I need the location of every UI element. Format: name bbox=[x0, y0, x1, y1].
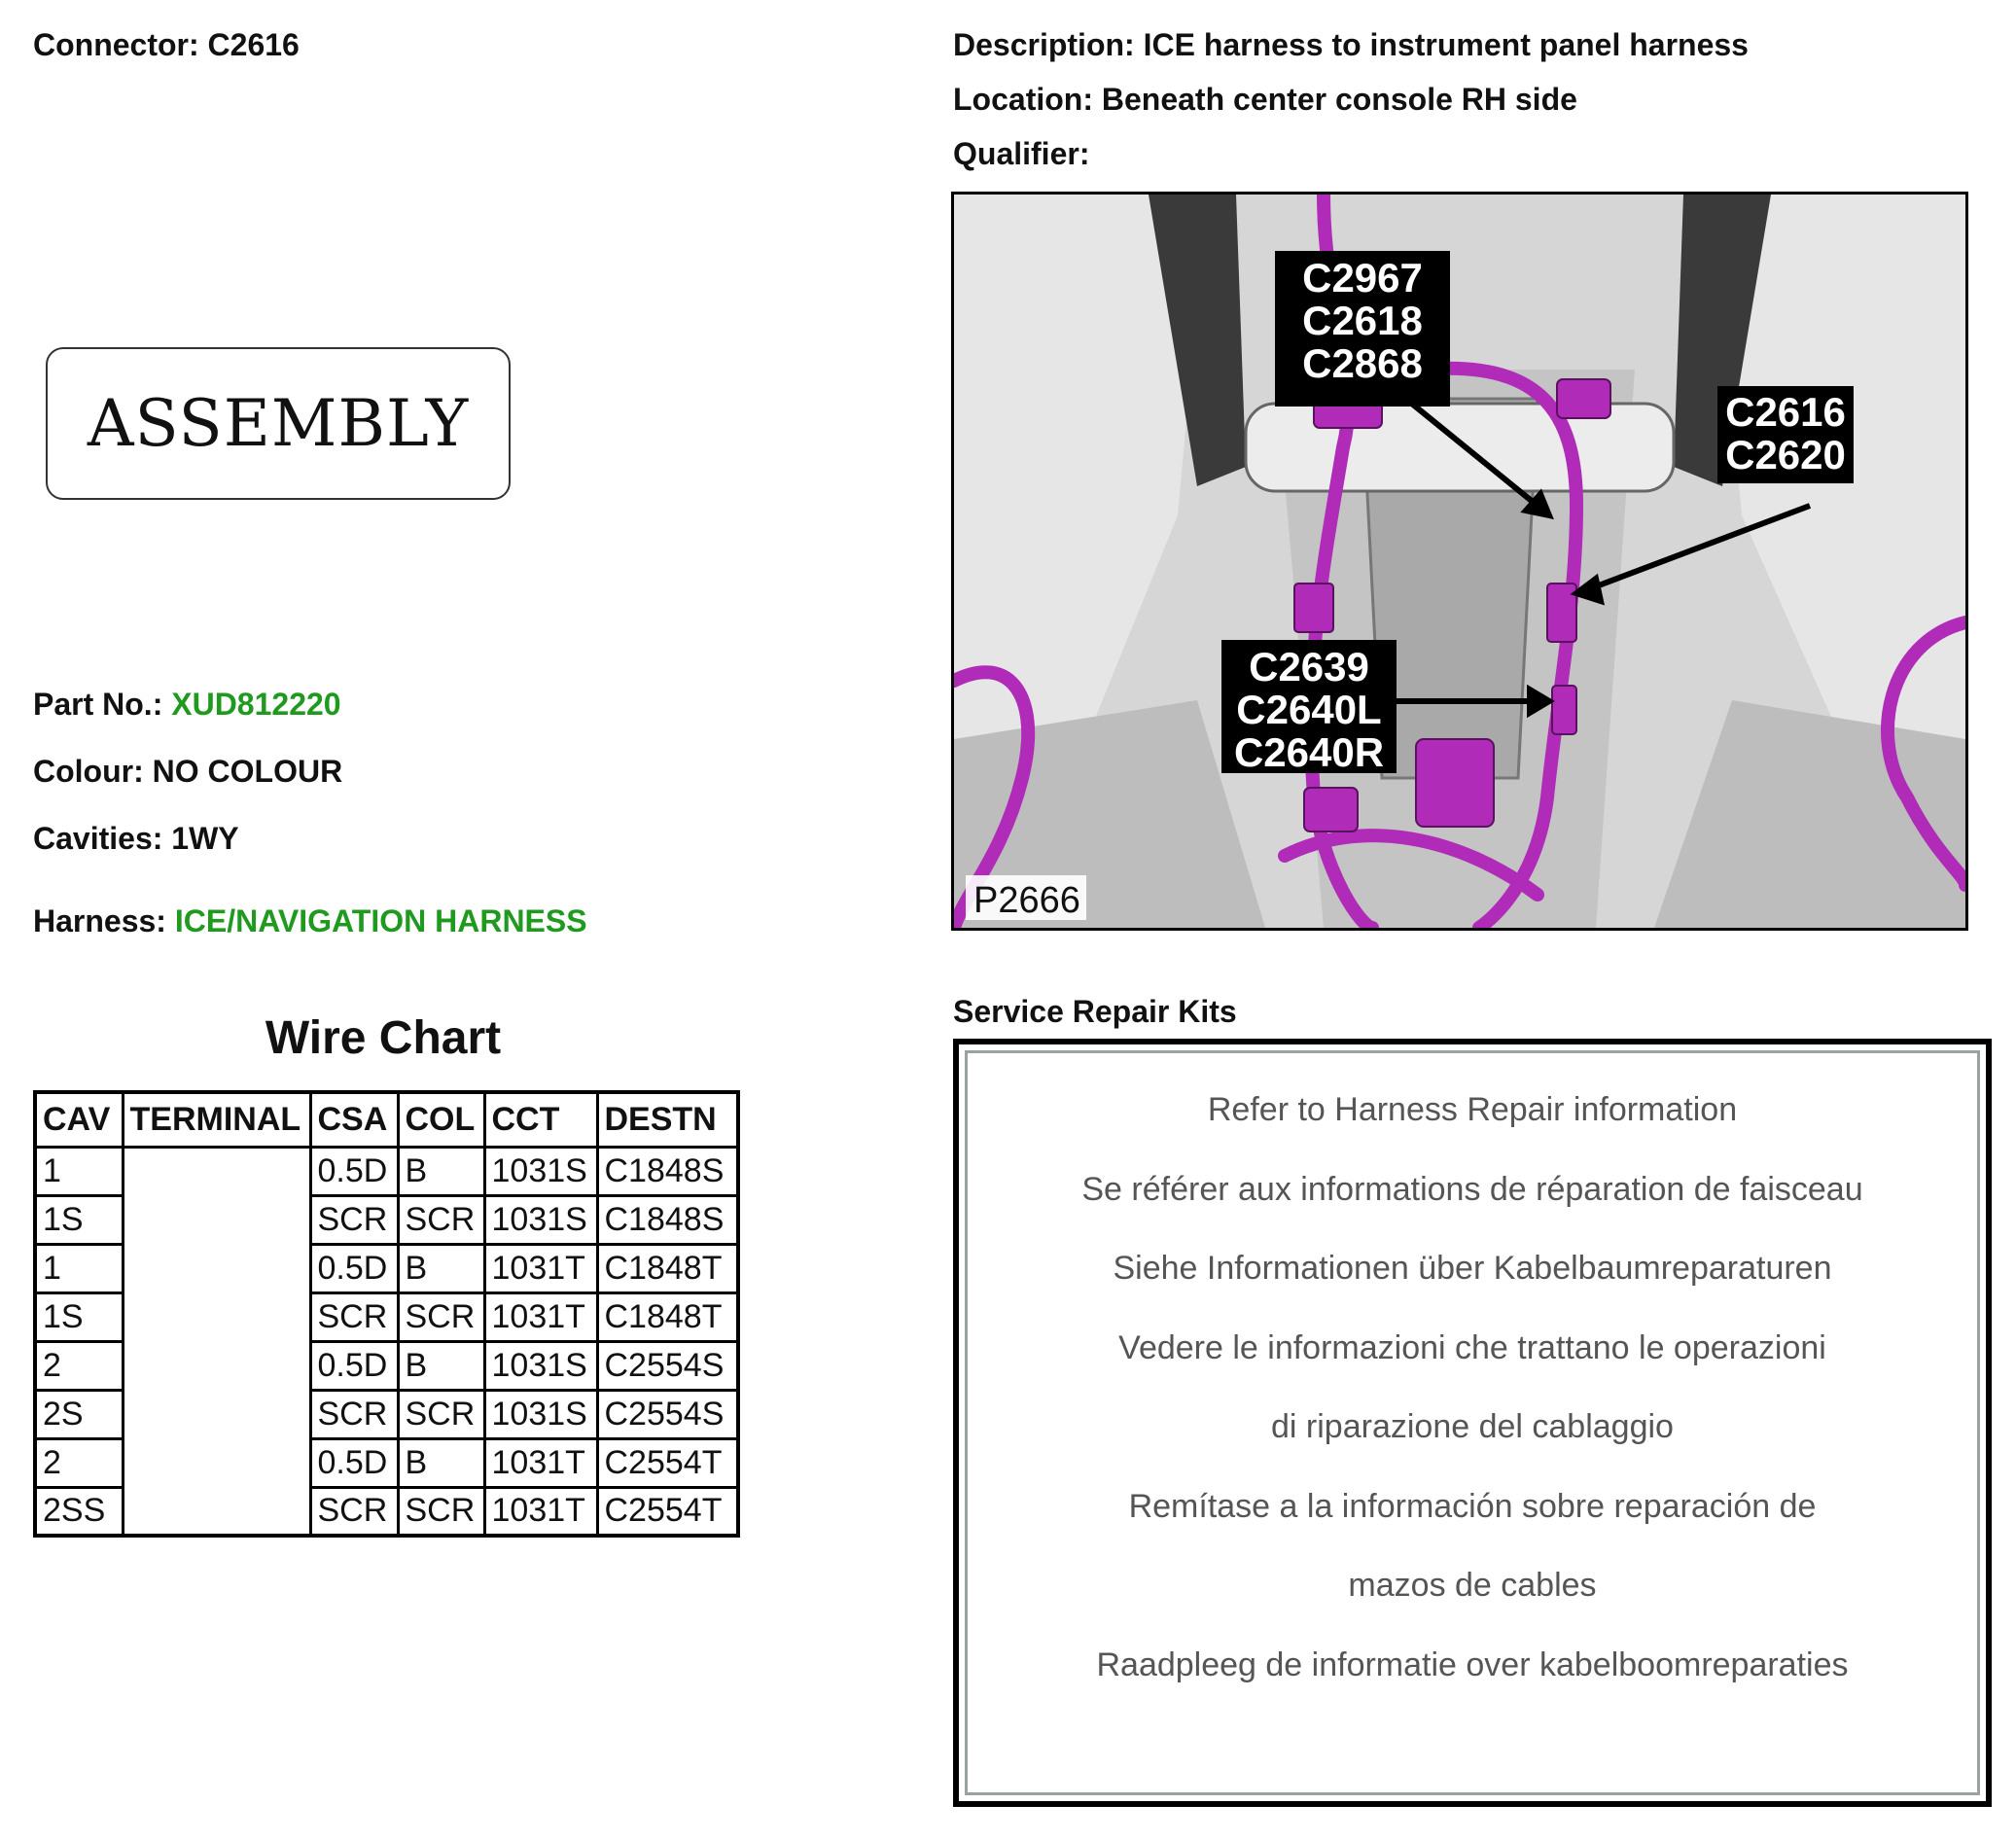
cell-cav: 2SS bbox=[35, 1487, 123, 1536]
cell-col: SCR bbox=[398, 1292, 484, 1341]
cell-destn: C1848T bbox=[597, 1244, 738, 1292]
table-row bbox=[35, 1341, 738, 1390]
header-terminal: TERMINAL bbox=[123, 1092, 310, 1147]
cell-csa: SCR bbox=[310, 1195, 398, 1244]
description-field bbox=[953, 27, 1749, 63]
harness-label: Harness: bbox=[33, 903, 166, 938]
callout-top-line-3: C2868 bbox=[1302, 340, 1423, 386]
cavities-field bbox=[33, 821, 239, 857]
cell-terminal bbox=[123, 1292, 310, 1341]
location-field bbox=[953, 82, 1577, 118]
harness-value: ICE/NAVIGATION HARNESS bbox=[174, 903, 587, 938]
cell-csa: 0.5D bbox=[310, 1341, 398, 1390]
cell-csa: SCR bbox=[310, 1390, 398, 1438]
cell-cav: 1S bbox=[35, 1292, 123, 1341]
harness-field bbox=[33, 903, 587, 939]
cell-terminal bbox=[123, 1244, 310, 1292]
cell-destn: C1848S bbox=[597, 1147, 738, 1195]
header-col: COL bbox=[398, 1092, 484, 1147]
cell-terminal bbox=[123, 1487, 310, 1536]
kit-line: mazos de cables bbox=[1348, 1567, 1597, 1604]
cell-cav: 2 bbox=[35, 1438, 123, 1487]
callout-left-line-3: C2640R bbox=[1233, 729, 1385, 775]
kit-line: di riparazione del cablaggio bbox=[1271, 1408, 1674, 1445]
kit-line: Remítase a la información sobre reparación de bbox=[1128, 1487, 1817, 1525]
location-photo bbox=[951, 192, 1968, 931]
cell-destn: C2554T bbox=[597, 1487, 738, 1536]
cell-cct: 1031T bbox=[484, 1244, 597, 1292]
wire-chart-header-row bbox=[35, 1092, 738, 1147]
cell-destn: C2554T bbox=[597, 1438, 738, 1487]
cell-cct: 1031S bbox=[484, 1341, 597, 1390]
table-row bbox=[35, 1487, 738, 1536]
cell-csa: 0.5D bbox=[310, 1438, 398, 1487]
cell-col: SCR bbox=[398, 1195, 484, 1244]
cell-cav: 2S bbox=[35, 1390, 123, 1438]
description-label: Description: bbox=[953, 27, 1135, 62]
cell-cav: 1 bbox=[35, 1147, 123, 1195]
header-csa: CSA bbox=[310, 1092, 398, 1147]
cell-col: B bbox=[398, 1244, 484, 1292]
table-row bbox=[35, 1195, 738, 1244]
cell-terminal bbox=[123, 1341, 310, 1390]
cell-col: SCR bbox=[398, 1390, 484, 1438]
qualifier-label: Qualifier: bbox=[953, 136, 1090, 171]
assembly-box bbox=[46, 347, 511, 500]
photo-id-tag: P2666 bbox=[973, 880, 1080, 921]
cell-cav: 1 bbox=[35, 1244, 123, 1292]
callout-right-line-2: C2620 bbox=[1725, 432, 1846, 478]
cell-terminal bbox=[123, 1147, 310, 1195]
table-row bbox=[35, 1292, 738, 1341]
cell-destn: C2554S bbox=[597, 1390, 738, 1438]
cell-col: B bbox=[398, 1147, 484, 1195]
cavities-value: 1WY bbox=[171, 821, 239, 856]
description-value: ICE harness to instrument panel harness bbox=[1143, 27, 1749, 62]
kit-line: Siehe Informationen über Kabelbaumreparaturen bbox=[1113, 1250, 1832, 1287]
colour-value: NO COLOUR bbox=[152, 754, 343, 789]
colour-field bbox=[33, 754, 342, 790]
cell-cct: 1031S bbox=[484, 1390, 597, 1438]
header-cav: CAV bbox=[35, 1092, 123, 1147]
cell-cct: 1031T bbox=[484, 1292, 597, 1341]
cell-col: B bbox=[398, 1341, 484, 1390]
connector-value: C2616 bbox=[207, 27, 300, 62]
location-value: Beneath center console RH side bbox=[1101, 82, 1577, 117]
part-no-label: Part No.: bbox=[33, 687, 163, 722]
cell-destn: C2554S bbox=[597, 1341, 738, 1390]
cell-destn: C1848S bbox=[597, 1195, 738, 1244]
kit-line: Refer to Harness Repair information bbox=[1207, 1091, 1738, 1128]
callout-top-line-2: C2618 bbox=[1302, 298, 1423, 343]
part-no-field bbox=[33, 687, 341, 723]
location-photo-drawing bbox=[954, 195, 1965, 928]
cell-destn: C1848T bbox=[597, 1292, 738, 1341]
table-row bbox=[35, 1147, 738, 1195]
cell-cav: 2 bbox=[35, 1341, 123, 1390]
wire-chart-table bbox=[33, 1090, 740, 1538]
connector-label: Connector: bbox=[33, 27, 199, 62]
kit-line: Se référer aux informations de réparation de faisceau bbox=[1081, 1170, 1863, 1208]
qualifier-field bbox=[953, 136, 1089, 172]
cell-terminal bbox=[123, 1438, 310, 1487]
callout-top-line-1: C2967 bbox=[1302, 255, 1423, 301]
service-repair-kits-title: Service Repair Kits bbox=[953, 994, 1237, 1029]
cell-cct: 1031S bbox=[484, 1195, 597, 1244]
cell-col: B bbox=[398, 1438, 484, 1487]
cell-cct: 1031S bbox=[484, 1147, 597, 1195]
service-repair-kits-inner bbox=[965, 1050, 1980, 1795]
cell-cct: 1031T bbox=[484, 1438, 597, 1487]
cell-terminal bbox=[123, 1390, 310, 1438]
table-row bbox=[35, 1390, 738, 1438]
cell-csa: SCR bbox=[310, 1487, 398, 1536]
callout-right-line-1: C2616 bbox=[1725, 389, 1846, 435]
cell-cav: 1S bbox=[35, 1195, 123, 1244]
table-row bbox=[35, 1438, 738, 1487]
cell-col: SCR bbox=[398, 1487, 484, 1536]
header-destn: DESTN bbox=[597, 1092, 738, 1147]
callout-left-line-2: C2640L bbox=[1236, 687, 1382, 732]
header-cct: CCT bbox=[484, 1092, 597, 1147]
wire-chart-title: Wire Chart bbox=[265, 1012, 502, 1064]
cell-csa: 0.5D bbox=[310, 1147, 398, 1195]
service-repair-kits-box bbox=[953, 1039, 1992, 1807]
colour-label: Colour: bbox=[33, 754, 144, 789]
kit-line: Vedere le informazioni che trattano le operazioni bbox=[1118, 1328, 1826, 1366]
cell-cct: 1031T bbox=[484, 1487, 597, 1536]
cell-csa: 0.5D bbox=[310, 1244, 398, 1292]
cell-terminal bbox=[123, 1195, 310, 1244]
table-row bbox=[35, 1244, 738, 1292]
location-label: Location: bbox=[953, 82, 1093, 117]
kit-line: Raadpleeg de informatie over kabelboomreparaties bbox=[1096, 1645, 1849, 1683]
cavities-label: Cavities: bbox=[33, 821, 163, 856]
assembly-text: ASSEMBLY bbox=[87, 386, 470, 461]
callout-left-line-1: C2639 bbox=[1249, 644, 1369, 690]
connector-field bbox=[33, 27, 300, 63]
part-no-value: XUD812220 bbox=[171, 687, 341, 722]
cell-csa: SCR bbox=[310, 1292, 398, 1341]
